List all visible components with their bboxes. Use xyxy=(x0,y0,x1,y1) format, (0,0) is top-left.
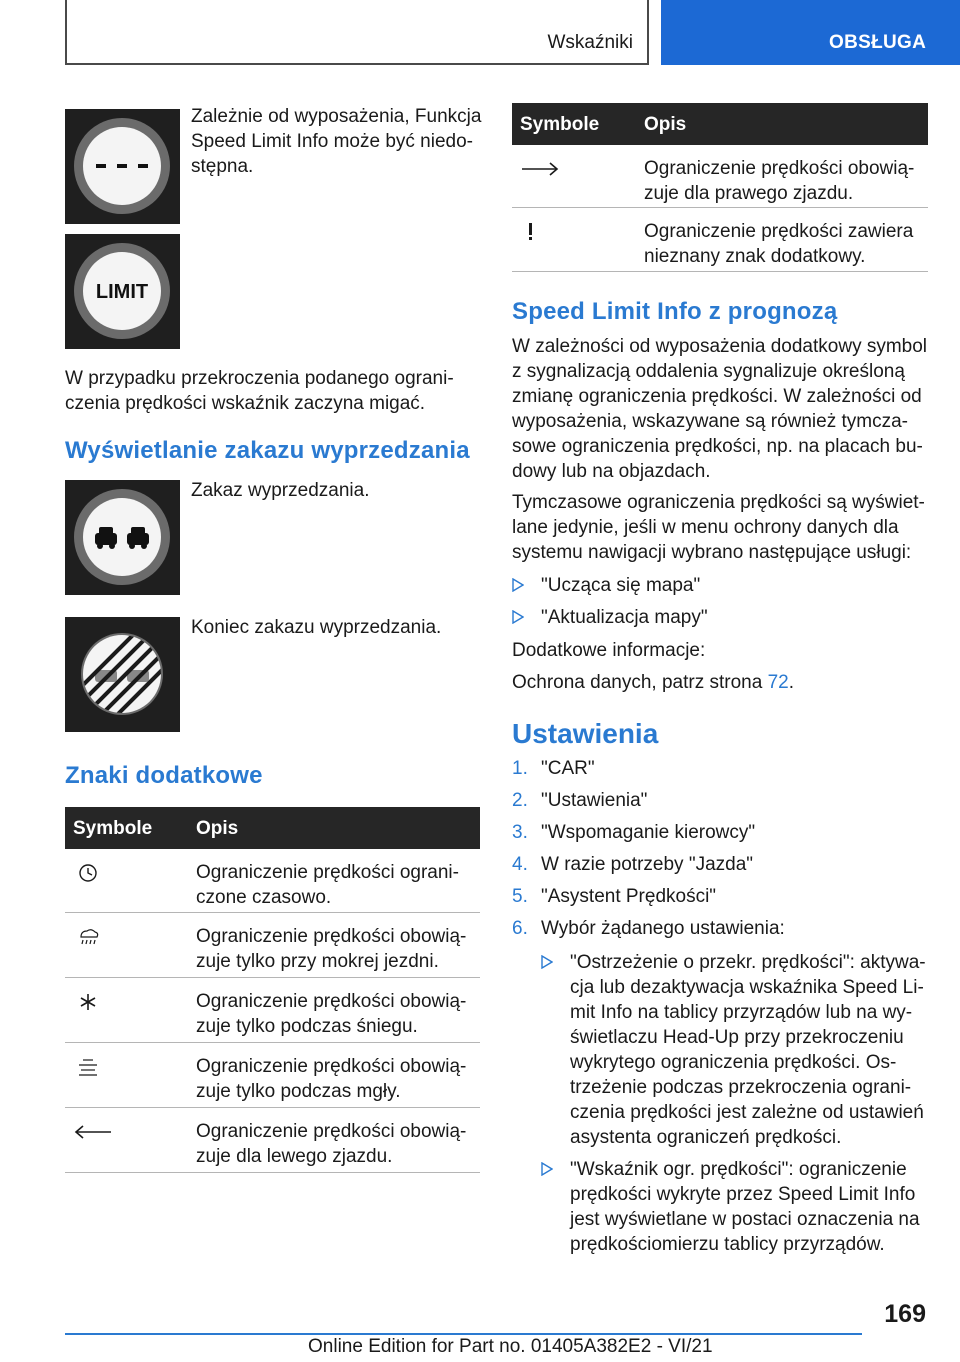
additional-signs-table-continued xyxy=(512,103,928,272)
text-line: sowe ograniczenia prędkości, np. na placach bu- xyxy=(512,436,923,457)
step-number: 4. xyxy=(512,854,528,875)
text-line: wykrytego ograniczenia prędkości. Os- xyxy=(570,1052,897,1073)
arrow-right-icon xyxy=(520,159,560,179)
text-line: dowy lub na objazdach. xyxy=(512,461,711,482)
text-line: trzeżenie podczas przekroczenia ograni- xyxy=(570,1077,912,1098)
desc-line: zuje dla prawego zjazdu. xyxy=(644,183,854,204)
step-number: 1. xyxy=(512,758,528,779)
additional-signs-table xyxy=(65,807,480,1173)
text-line: systemu nawigacji wybrano następujące usługi: xyxy=(512,542,912,563)
table-row xyxy=(512,208,928,272)
text-line: mit Info na tablicy przyrządów lub na wy- xyxy=(570,1002,913,1023)
exceed-paragraph xyxy=(65,366,454,416)
text-line: świetlaczu Head-Up przy przekroczeniu xyxy=(570,1027,904,1048)
desc-line: Ograniczenie prędkości obowią- xyxy=(196,1121,467,1142)
desc-line: Ograniczenie prędkości ograni- xyxy=(196,862,459,883)
list-item-label: "Aktualizacja mapy" xyxy=(541,607,708,628)
header-chapter-title: OBSŁUGA xyxy=(829,32,927,53)
heading-additional-signs: Znaki dodatkowe xyxy=(65,762,263,789)
text-line: "Ostrzeżenie o przekr. prędkości": aktywa- xyxy=(570,952,926,973)
bullet-triangle-icon xyxy=(541,955,553,969)
text-line: prędkości wykryte przez Speed Limit Info xyxy=(570,1184,916,1205)
row-desc xyxy=(644,219,913,269)
text-line: wyposażenia, wskazywane są również tymcza- xyxy=(512,411,908,432)
header-chapter-tab[interactable] xyxy=(661,0,960,65)
exceed-line: czenia prędkości wskaźnik zaczyna migać. xyxy=(65,393,426,414)
fog-icon xyxy=(73,1057,103,1077)
step-text: W razie potrzeby "Jazda" xyxy=(541,854,754,875)
step-item xyxy=(512,788,928,820)
row-desc xyxy=(196,1119,466,1169)
desc-line: zuje dla lewego zjazdu. xyxy=(196,1146,393,1167)
header-section-box xyxy=(65,0,649,65)
bullet-triangle-icon xyxy=(512,610,524,624)
text-line: jest wyświetlane w postaci oznaczenia na xyxy=(570,1209,920,1230)
list-item-label: "Ucząca się mapa" xyxy=(541,575,701,596)
desc-line: zuje tylko podczas śniegu. xyxy=(196,1016,418,1037)
row-desc xyxy=(196,860,459,910)
limit-sign-label: LIMIT xyxy=(95,281,149,303)
text-line: z sygnalizacją oddalenia sygnalizuje określoną xyxy=(512,361,905,382)
text-line: lane jedynie, jeśli w menu ochrony danych dla xyxy=(512,517,899,538)
step-text: Wybór żądanego ustawienia: xyxy=(541,918,785,939)
heading-settings: Ustawienia xyxy=(512,718,659,749)
forecast-paragraph xyxy=(512,334,927,484)
step-number: 6. xyxy=(512,918,528,939)
bullet-triangle-icon xyxy=(541,1162,553,1176)
sub-option-text xyxy=(570,1157,935,1257)
table-row xyxy=(65,849,480,913)
desc-line: nieznany znak dodatkowy. xyxy=(644,246,866,267)
temporary-limits-paragraph xyxy=(512,490,925,565)
exclamation-icon xyxy=(520,222,550,242)
col-desc-header: Opis xyxy=(644,114,687,135)
step-number: 3. xyxy=(512,822,528,843)
text-line: czenia prędkości jest zależne od ustawień xyxy=(570,1102,924,1123)
snowflake-icon xyxy=(73,992,103,1012)
desc-line: Ograniczenie prędkości obowią- xyxy=(196,926,467,947)
desc-line: Ograniczenie prędkości zawiera xyxy=(644,221,914,242)
text-line: prędkościomierzu tablicy przyrządów. xyxy=(570,1234,885,1255)
step-text: "CAR" xyxy=(541,758,595,779)
bullet-triangle-icon xyxy=(512,578,524,592)
services-list xyxy=(512,573,928,637)
footer-edition: Online Edition for Part no. 01405A382E2 - VI/21 xyxy=(308,1336,713,1357)
table-row xyxy=(65,913,480,978)
table-row xyxy=(65,978,480,1043)
step-item xyxy=(512,852,928,884)
desc-line: zuje tylko przy mokrej jezdni. xyxy=(196,951,439,972)
col-symbol-header: Symbole xyxy=(73,818,153,839)
no-overtaking-sign-image xyxy=(65,480,180,595)
heading-forecast: Speed Limit Info z prognozą xyxy=(512,298,838,325)
step-item xyxy=(512,884,928,916)
more-info-text: Dodatkowe informacje: xyxy=(512,640,706,661)
list-item xyxy=(512,573,928,605)
desc-line: Ograniczenie prędkości obowią- xyxy=(196,991,467,1012)
desc-line: zuje tylko podczas mgły. xyxy=(196,1081,401,1102)
table-header xyxy=(512,103,928,145)
col-symbol-header: Symbole xyxy=(520,114,600,135)
step-text: "Wspomaganie kierowcy" xyxy=(541,822,756,843)
step-text: "Asystent Prędkości" xyxy=(541,886,717,907)
step-number: 2. xyxy=(512,790,528,811)
speed-limit-unknown-sign-image xyxy=(65,109,180,224)
clock-icon xyxy=(73,863,103,883)
overtake-end-text: Koniec zakazu wyprzedzania. xyxy=(191,617,442,638)
page-number: 169 xyxy=(884,1300,926,1328)
row-desc xyxy=(196,989,466,1039)
exceed-line: W przypadku przekroczenia podanego ograni- xyxy=(65,368,454,389)
step-number: 5. xyxy=(512,886,528,907)
intro-line: Zależnie od wyposażenia, Funkcja xyxy=(191,106,482,127)
speed-limit-limit-sign-image xyxy=(65,234,180,349)
table-row xyxy=(65,1108,480,1173)
arrow-left-icon xyxy=(73,1122,113,1142)
privacy-reference-text: Ochrona danych, patrz strona xyxy=(512,672,768,693)
end-no-overtaking-sign-image xyxy=(65,617,180,732)
settings-steps xyxy=(512,756,928,948)
text-line: "Wskaźnik ogr. prędkości": ograniczenie xyxy=(570,1159,907,1180)
step-text: "Ustawienia" xyxy=(541,790,648,811)
privacy-reference-suffix: . xyxy=(788,672,795,693)
privacy-reference xyxy=(512,670,794,695)
text-line: cja lub dezaktywacja wskaźnika Speed Li- xyxy=(570,977,924,998)
intro-line: stępna. xyxy=(191,156,254,177)
desc-line: Ograniczenie prędkości obowią- xyxy=(644,158,915,179)
heading-overtake: Wyświetlanie zakazu wyprzedzania xyxy=(65,437,470,464)
text-line: W zależności od wyposażenia dodatkowy symbol xyxy=(512,336,928,357)
list-item xyxy=(512,605,928,637)
desc-line: czone czasowo. xyxy=(196,887,332,908)
overtake-ban-text: Zakaz wyprzedzania. xyxy=(191,480,370,501)
row-desc xyxy=(644,156,914,206)
step-item xyxy=(512,756,928,788)
intro-text xyxy=(191,104,481,179)
text-line: zmianę ograniczenia prędkości. W zależności od xyxy=(512,386,922,407)
privacy-page-link[interactable]: 72 xyxy=(767,672,789,693)
intro-line: Speed Limit Info może być niedo- xyxy=(191,131,473,152)
header-section-title: Wskaźniki xyxy=(547,32,633,53)
table-row xyxy=(512,145,928,208)
step-item xyxy=(512,820,928,852)
desc-line: Ograniczenie prędkości obowią- xyxy=(196,1056,467,1077)
row-desc xyxy=(196,924,466,974)
row-desc xyxy=(196,1054,466,1104)
rain-icon xyxy=(73,927,103,947)
table-header xyxy=(65,807,480,849)
text-line: asystenta ograniczeń prędkości. xyxy=(570,1127,842,1148)
step-item xyxy=(512,916,928,948)
table-row xyxy=(65,1043,480,1108)
sub-option-text xyxy=(570,950,935,1150)
text-line: Tymczasowe ograniczenia prędkości są wyświet- xyxy=(512,492,925,513)
col-desc-header: Opis xyxy=(196,818,239,839)
